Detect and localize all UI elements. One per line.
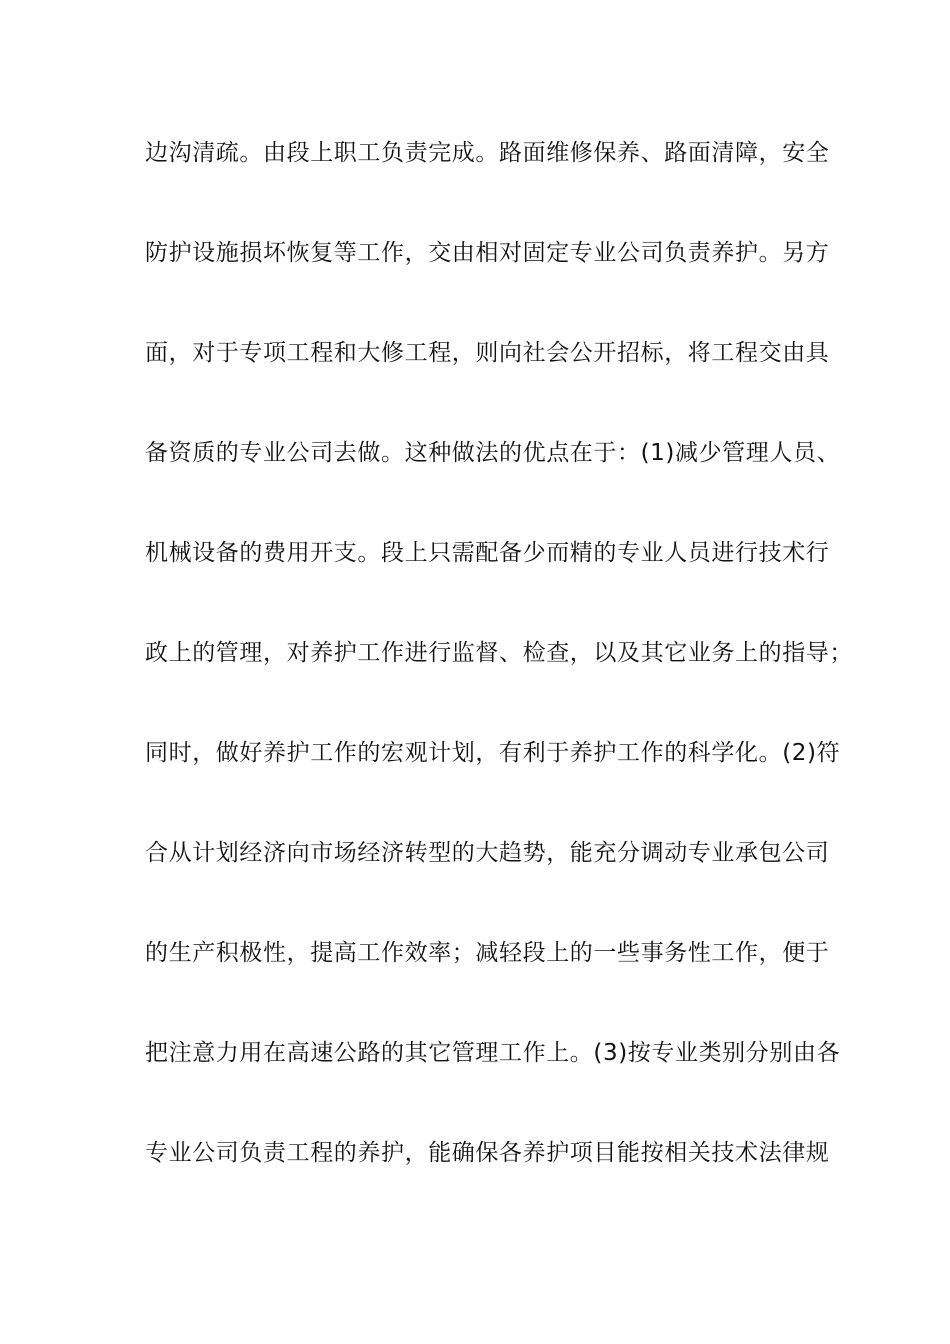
text-line: 备资质的专业公司去做。这种做法的优点在于：(1)减少管理人员、	[145, 440, 841, 466]
text-line: 机械设备的费用开支。段上只需配备少而精的专业人员进行技术行	[145, 540, 830, 566]
text-line: 专业公司负责工程的养护，能确保各养护项目能按相关技术法律规	[145, 1140, 830, 1166]
text-line: 同时，做好养护工作的宏观计划，有利于养护工作的科学化。(2)符	[145, 740, 841, 766]
text-line: 的生产积极性，提高工作效率；减轻段上的一些事务性工作，便于	[145, 940, 830, 966]
text-line: 政上的管理，对养护工作进行监督、检查，以及其它业务上的指导；	[145, 640, 853, 666]
text-line: 边沟清疏。由段上职工负责完成。路面维修保养、路面清障，安全	[145, 140, 830, 166]
text-line: 把注意力用在高速公路的其它管理工作上。(3)按专业类别分别由各	[145, 1040, 841, 1066]
text-line: 防护设施损坏恢复等工作，交由相对固定专业公司负责养护。另方	[145, 240, 830, 266]
text-line: 面，对于专项工程和大修工程，则向社会公开招标，将工程交由具	[145, 340, 830, 366]
body-text	[145, 131, 853, 1231]
text-line: 合从计划经济向市场经济转型的大趋势，能充分调动专业承包公司	[145, 840, 830, 866]
